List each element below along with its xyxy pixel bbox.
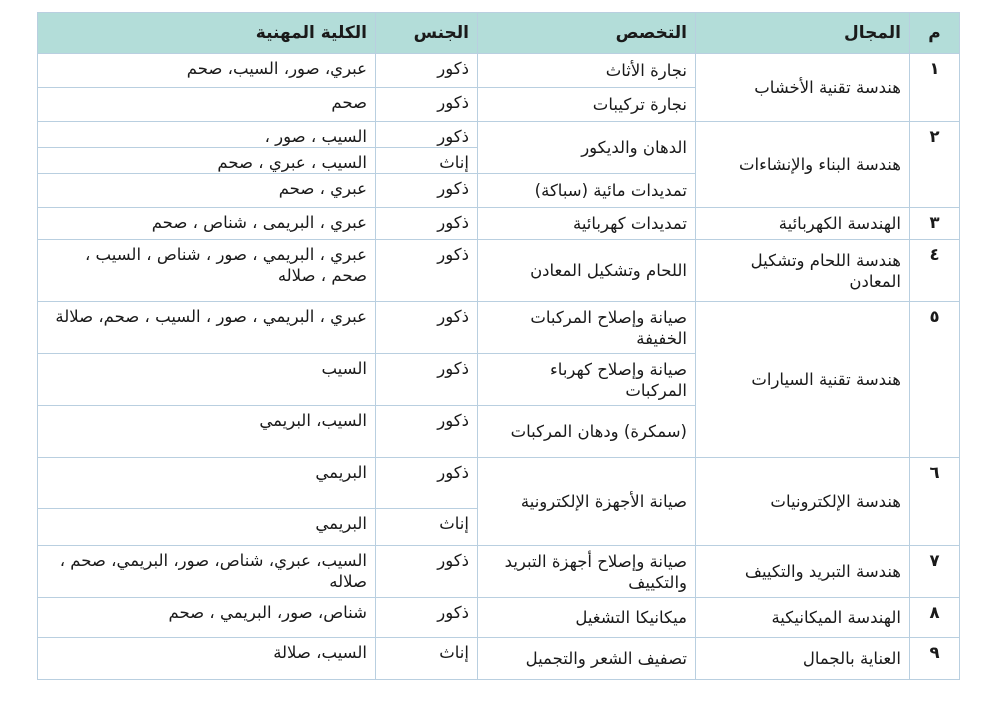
colleges-cell: عبري ، البريمى ، شناص ، صحم <box>38 208 376 240</box>
row-number: ٢ <box>910 122 960 208</box>
header-gender: الجنس <box>376 13 478 54</box>
gender-cell: إناث <box>376 509 478 546</box>
header-num: م <box>910 13 960 54</box>
specialty-cell: ميكانيكا التشغيل <box>478 598 696 638</box>
field-cell: هندسة تقنية الأخشاب <box>696 54 910 122</box>
field-cell: هندسة الإلكترونيات <box>696 458 910 546</box>
specialty-cell: اللحام وتشكيل المعادن <box>478 240 696 302</box>
gender-cell: ذكور <box>376 208 478 240</box>
gender-cell: ذكور <box>376 122 478 148</box>
field-cell: الهندسة الميكانيكية <box>696 598 910 638</box>
row-number: ١ <box>910 54 960 122</box>
specialty-cell: نجارة تركيبات <box>478 88 696 122</box>
colleges-cell: عبري ، البريمي ، صور ، شناص ، السيب ، صحم ، صلاله <box>38 240 376 302</box>
colleges-cell: شناص، صور، البريمي ، صحم <box>38 598 376 638</box>
specialty-cell: صيانة الأجهزة الإلكترونية <box>478 458 696 546</box>
row-number: ٦ <box>910 458 960 546</box>
field-cell: هندسة اللحام وتشكيل المعادن <box>696 240 910 302</box>
specialty-cell: صيانة وإصلاح المركبات الخفيفة <box>478 302 696 354</box>
table-row <box>38 302 960 354</box>
colleges-cell: عبري ، البريمي ، صور ، السيب ، صحم، صلالة <box>38 302 376 354</box>
specialties-table <box>37 12 960 680</box>
specialty-cell: تمديدات كهربائية <box>478 208 696 240</box>
field-cell: العناية بالجمال <box>696 638 910 680</box>
colleges-cell: عبري، صور، السيب، صحم <box>38 54 376 88</box>
gender-cell: ذكور <box>376 598 478 638</box>
colleges-cell: السيب، البريمي <box>38 406 376 458</box>
row-number: ٣ <box>910 208 960 240</box>
gender-cell: ذكور <box>376 354 478 406</box>
gender-cell: ذكور <box>376 546 478 598</box>
colleges-cell: السيب ، صور ، <box>38 122 376 148</box>
row-number: ٧ <box>910 546 960 598</box>
colleges-cell: البريمي <box>38 458 376 509</box>
table-row <box>38 546 960 598</box>
gender-cell: ذكور <box>376 458 478 509</box>
header-specialty: التخصص <box>478 13 696 54</box>
specialty-cell: صيانة وإصلاح كهرباء المركبات <box>478 354 696 406</box>
table-row <box>38 638 960 680</box>
row-number: ٤ <box>910 240 960 302</box>
specialty-cell: الدهان والديكور <box>478 122 696 174</box>
gender-cell: ذكور <box>376 406 478 458</box>
header-row <box>38 13 960 54</box>
table-row <box>38 598 960 638</box>
table-row <box>38 458 960 509</box>
table-row <box>38 240 960 302</box>
gender-cell: ذكور <box>376 174 478 208</box>
table-row <box>38 208 960 240</box>
field-cell: هندسة التبريد والتكييف <box>696 546 910 598</box>
colleges-cell: السيب ، عبري ، صحم <box>38 148 376 174</box>
row-number: ٨ <box>910 598 960 638</box>
gender-cell: ذكور <box>376 302 478 354</box>
table-row <box>38 122 960 148</box>
specialty-cell: تصفيف الشعر والتجميل <box>478 638 696 680</box>
gender-cell: ذكور <box>376 88 478 122</box>
row-number: ٥ <box>910 302 960 458</box>
specialty-cell: تمديدات مائية (سباكة) <box>478 174 696 208</box>
colleges-cell: السيب <box>38 354 376 406</box>
header-field: المجال <box>696 13 910 54</box>
field-cell: هندسة البناء والإنشاءات <box>696 122 910 208</box>
specialty-cell: صيانة وإصلاح أجهزة التبريد والتكييف <box>478 546 696 598</box>
gender-cell: ذكور <box>376 54 478 88</box>
colleges-cell: السيب، عبري، شناص، صور، البريمي، صحم ، صلاله <box>38 546 376 598</box>
header-colleges: الكلية المهنية <box>38 13 376 54</box>
colleges-cell: السيب، صلالة <box>38 638 376 680</box>
specialty-cell: (سمكرة) ودهان المركبات <box>478 406 696 458</box>
gender-cell: إناث <box>376 148 478 174</box>
gender-cell: ذكور <box>376 240 478 302</box>
colleges-cell: صحم <box>38 88 376 122</box>
colleges-cell: البريمي <box>38 509 376 546</box>
field-cell: هندسة تقنية السيارات <box>696 302 910 458</box>
gender-cell: إناث <box>376 638 478 680</box>
field-cell: الهندسة الكهربائية <box>696 208 910 240</box>
specialty-cell: نجارة الأثاث <box>478 54 696 88</box>
row-number: ٩ <box>910 638 960 680</box>
table-row <box>38 54 960 88</box>
colleges-cell: عبري ، صحم <box>38 174 376 208</box>
